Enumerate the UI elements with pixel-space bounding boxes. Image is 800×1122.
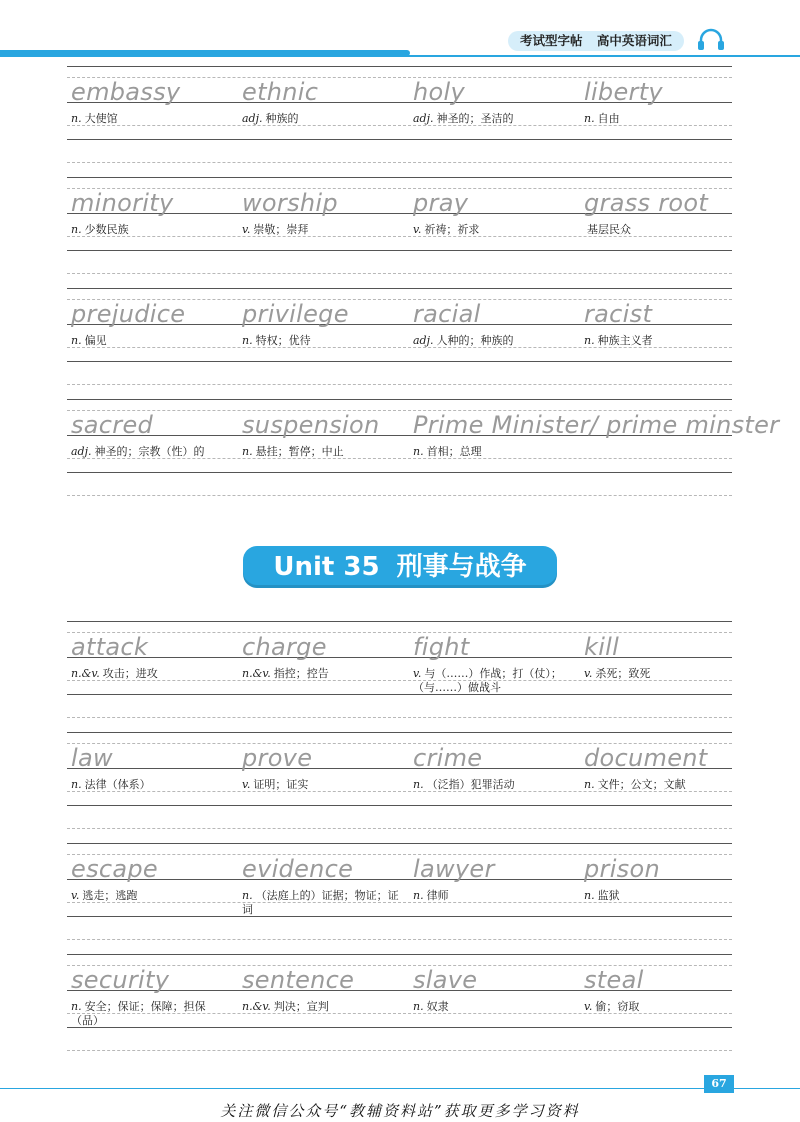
vocab-row xyxy=(67,621,732,731)
part-of-speech: n. xyxy=(71,334,82,347)
unit-banner xyxy=(243,546,557,588)
word-meaning: 判决；宣判 xyxy=(273,1000,329,1013)
word-meaning: 与（……）作战；打（仗）；（与……）做战斗 xyxy=(413,667,562,694)
part-of-speech: adj. xyxy=(242,112,263,125)
vocab-definition xyxy=(584,667,744,681)
vocab-definition xyxy=(584,334,744,348)
part-of-speech: n. xyxy=(413,1000,424,1013)
vocab-word: prejudice xyxy=(71,300,186,328)
part-of-speech: v. xyxy=(413,667,422,680)
vocab-definition xyxy=(242,334,402,348)
part-of-speech: n. xyxy=(584,112,595,125)
unit-number: Unit 35 xyxy=(273,552,380,582)
part-of-speech: n. xyxy=(242,445,253,458)
writing-guide-line xyxy=(67,495,732,496)
unit-topic: 刑事与战争 xyxy=(396,552,527,582)
vocab-word: steal xyxy=(584,966,644,994)
vocab-word: prove xyxy=(242,744,313,772)
vocab-definition xyxy=(71,445,231,459)
vocab-word: crime xyxy=(413,744,483,772)
vocab-row xyxy=(67,399,780,509)
writing-guide-line xyxy=(67,717,732,718)
vocab-definition xyxy=(584,778,744,792)
vocab-row xyxy=(67,288,732,398)
word-meaning: 祈祷；祈求 xyxy=(424,223,480,236)
word-meaning: 特权；优待 xyxy=(255,334,311,347)
word-meaning: 监狱 xyxy=(597,889,620,902)
part-of-speech: v. xyxy=(242,778,251,791)
vocab-definition xyxy=(71,223,231,237)
part-of-speech: n. xyxy=(71,223,82,236)
vocab-word: ethnic xyxy=(242,78,319,106)
writing-guide-line xyxy=(67,177,732,178)
vocab-definition xyxy=(413,1000,573,1014)
part-of-speech: adj. xyxy=(413,112,434,125)
vocab-word: holy xyxy=(413,78,465,106)
vocab-definition xyxy=(71,1000,231,1028)
vocab-definition xyxy=(413,223,573,237)
footer-note: 关注微信公众号“教辅资料站”获取更多学习资料 xyxy=(220,1102,580,1120)
writing-guide-line xyxy=(67,939,732,940)
vocab-definition xyxy=(413,778,573,792)
vocab-row xyxy=(67,954,732,1064)
part-of-speech: n.&v. xyxy=(242,1000,271,1013)
word-meaning: 基层民众 xyxy=(587,223,631,236)
footer-rule xyxy=(0,1088,800,1089)
part-of-speech: adj. xyxy=(413,334,434,347)
vocab-definition xyxy=(242,889,402,917)
vocab-definition xyxy=(584,1000,744,1014)
word-meaning: 大使馆 xyxy=(84,112,118,125)
vocab-word: embassy xyxy=(71,78,181,106)
vocab-definition xyxy=(413,334,573,348)
word-meaning: 杀死；致死 xyxy=(595,667,651,680)
part-of-speech: adj. xyxy=(71,445,92,458)
writing-guide-line xyxy=(67,694,732,695)
part-of-speech: n. xyxy=(242,334,253,347)
writing-guide-line xyxy=(67,621,732,622)
writing-guide-line xyxy=(67,732,732,733)
part-of-speech: n. xyxy=(71,778,82,791)
writing-guide-line xyxy=(67,384,732,385)
word-meaning: 攻击；进攻 xyxy=(102,667,158,680)
vocab-word: pray xyxy=(413,189,469,217)
word-meaning: 神圣的；宗教（性）的 xyxy=(94,445,205,458)
vocab-definition xyxy=(413,445,573,459)
vocab-word: sentence xyxy=(242,966,355,994)
vocab-word: Prime Minister/ prime minster xyxy=(413,411,780,439)
writing-guide-line xyxy=(67,954,732,955)
vocab-definition xyxy=(242,112,402,126)
word-meaning: 安全；保证；保障；担保（品） xyxy=(71,1000,206,1027)
writing-guide-line xyxy=(67,361,732,362)
writing-guide-line xyxy=(67,843,732,844)
vocab-word: escape xyxy=(71,855,158,883)
vocab-word: suspension xyxy=(242,411,380,439)
part-of-speech: v. xyxy=(242,223,251,236)
vocab-word: slave xyxy=(413,966,478,994)
part-of-speech: n. xyxy=(71,1000,82,1013)
writing-guide-line xyxy=(67,66,732,67)
vocab-word: grass root xyxy=(584,189,709,217)
writing-guide-line xyxy=(67,273,732,274)
word-meaning: 偷；窃取 xyxy=(595,1000,640,1013)
vocab-definition xyxy=(413,889,573,903)
vocab-word: security xyxy=(71,966,170,994)
part-of-speech: n.&v. xyxy=(71,667,100,680)
word-meaning: 偏见 xyxy=(84,334,107,347)
vocab-row xyxy=(67,177,732,287)
vocab-word: privilege xyxy=(242,300,349,328)
word-meaning: 证明；证实 xyxy=(253,778,309,791)
vocab-word: racial xyxy=(413,300,481,328)
vocab-definition xyxy=(242,667,402,681)
vocab-definition xyxy=(71,778,231,792)
headphones-icon xyxy=(696,28,726,52)
subject-title: 高中英语词汇 xyxy=(596,33,672,48)
vocab-definition xyxy=(71,667,231,681)
word-meaning: 指控；控告 xyxy=(273,667,329,680)
vocab-word: liberty xyxy=(584,78,663,106)
word-meaning: 逃走；逃跑 xyxy=(82,889,138,902)
vocab-word: law xyxy=(71,744,113,772)
vocab-definition xyxy=(242,223,402,237)
writing-guide-line xyxy=(67,139,732,140)
part-of-speech: n. xyxy=(584,778,595,791)
word-meaning: （泛指）犯罪活动 xyxy=(426,778,515,791)
vocab-definition xyxy=(242,1000,402,1014)
word-meaning: 种族主义者 xyxy=(597,334,653,347)
vocab-definition xyxy=(71,112,231,126)
part-of-speech: n. xyxy=(71,112,82,125)
vocab-word: charge xyxy=(242,633,327,661)
part-of-speech: n. xyxy=(242,889,253,902)
writing-guide-line xyxy=(67,472,732,473)
part-of-speech: n.&v. xyxy=(242,667,271,680)
word-meaning: （法庭上的）证据；物证；证词 xyxy=(242,889,399,916)
writing-guide-line xyxy=(67,250,732,251)
part-of-speech: n. xyxy=(584,889,595,902)
vocab-definition xyxy=(242,445,402,459)
writing-guide-line xyxy=(67,632,732,633)
vocab-definition xyxy=(413,112,573,126)
word-meaning: 奴隶 xyxy=(426,1000,449,1013)
vocab-definition xyxy=(584,112,744,126)
vocab-word: prison xyxy=(584,855,660,883)
word-meaning: 人种的；种族的 xyxy=(436,334,514,347)
writing-guide-line xyxy=(67,1050,732,1051)
vocab-definition xyxy=(584,889,744,903)
word-meaning: 种族的 xyxy=(265,112,299,125)
vocab-row xyxy=(67,843,732,953)
word-meaning: 首相；总理 xyxy=(426,445,482,458)
series-title: 考试型字帖 xyxy=(520,33,583,48)
vocab-word: evidence xyxy=(242,855,354,883)
word-meaning: 律师 xyxy=(426,889,449,902)
part-of-speech: v. xyxy=(413,223,422,236)
word-meaning: 文件；公文；文献 xyxy=(597,778,686,791)
word-meaning: 少数民族 xyxy=(84,223,129,236)
part-of-speech: n. xyxy=(413,889,424,902)
vocab-definition xyxy=(71,334,231,348)
writing-guide-line xyxy=(67,805,732,806)
part-of-speech: n. xyxy=(413,778,424,791)
writing-guide-line xyxy=(67,828,732,829)
word-meaning: 崇敬；崇拜 xyxy=(253,223,309,236)
part-of-speech: v. xyxy=(584,1000,593,1013)
part-of-speech: n. xyxy=(584,334,595,347)
writing-guide-line xyxy=(67,288,732,289)
vocab-row xyxy=(67,732,732,842)
part-of-speech: v. xyxy=(71,889,80,902)
writing-guide-line xyxy=(67,399,732,400)
vocab-word: attack xyxy=(71,633,149,661)
part-of-speech: n. xyxy=(413,445,424,458)
header-title-pill xyxy=(508,31,684,51)
vocab-definition xyxy=(71,889,231,903)
vocab-word: sacred xyxy=(71,411,154,439)
word-meaning: 神圣的；圣洁的 xyxy=(436,112,514,125)
header-rule xyxy=(0,55,800,57)
vocab-definition xyxy=(413,667,573,695)
vocab-definition xyxy=(584,223,744,237)
word-meaning: 法律（体系） xyxy=(84,778,151,791)
word-meaning: 自由 xyxy=(597,112,620,125)
vocab-word: lawyer xyxy=(413,855,495,883)
writing-guide-line xyxy=(67,657,732,658)
part-of-speech: v. xyxy=(584,667,593,680)
vocab-word: kill xyxy=(584,633,620,661)
vocab-word: document xyxy=(584,744,708,772)
vocab-word: worship xyxy=(242,189,338,217)
vocab-definition xyxy=(242,778,402,792)
page-number: 67 xyxy=(704,1075,734,1093)
vocab-word: minority xyxy=(71,189,174,217)
vocab-word: racist xyxy=(584,300,653,328)
writing-guide-line xyxy=(67,162,732,163)
word-meaning: 悬挂；暂停；中止 xyxy=(255,445,344,458)
vocab-word: fight xyxy=(413,633,470,661)
vocab-row xyxy=(67,66,732,176)
